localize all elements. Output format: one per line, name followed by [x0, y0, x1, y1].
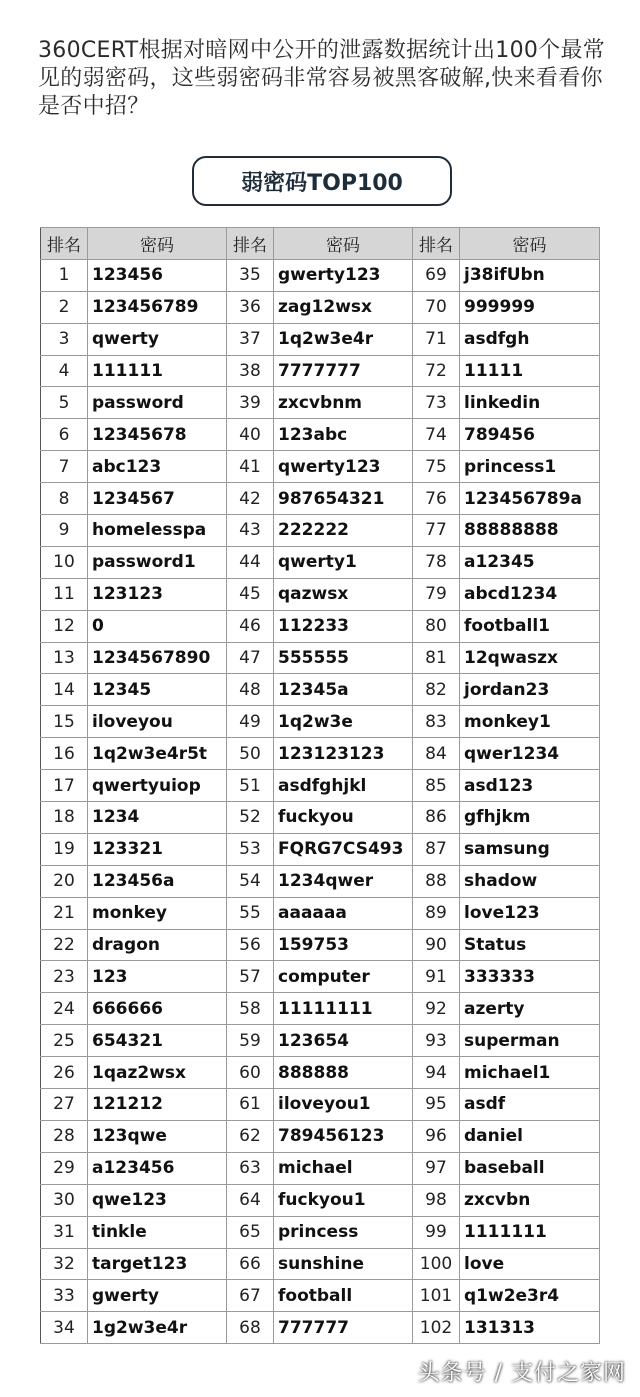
password-cell: password1	[88, 546, 227, 578]
password-cell: 1q2w3e4r5t	[88, 738, 227, 770]
password-cell: iloveyou	[88, 706, 227, 738]
password-cell: tinkle	[88, 1216, 227, 1248]
rank-cell: 22	[41, 929, 88, 961]
table-row	[41, 291, 600, 323]
rank-cell: 78	[413, 546, 460, 578]
table-row	[41, 674, 600, 706]
password-cell: 11111	[460, 355, 600, 387]
rank-cell: 93	[413, 1025, 460, 1057]
rank-cell: 65	[227, 1216, 274, 1248]
password-cell: a123456	[88, 1152, 227, 1184]
password-cell: samsung	[460, 833, 600, 865]
rank-cell: 71	[413, 323, 460, 355]
rank-cell: 48	[227, 674, 274, 706]
rank-cell: 44	[227, 546, 274, 578]
table-row	[41, 1057, 600, 1089]
table-title: 弱密码TOP100	[192, 156, 452, 206]
password-cell: asdfghjkl	[274, 770, 413, 802]
rank-cell: 83	[413, 706, 460, 738]
table-row	[41, 993, 600, 1025]
password-header: 密码	[460, 228, 600, 260]
password-cell: 0	[88, 610, 227, 642]
password-cell: qwerty	[88, 323, 227, 355]
password-cell: 12345	[88, 674, 227, 706]
password-cell: 222222	[274, 515, 413, 547]
rank-cell: 28	[41, 1120, 88, 1152]
rank-cell: 64	[227, 1184, 274, 1216]
password-cell: gwerty123	[274, 259, 413, 291]
password-cell: q1w2e3r4	[460, 1280, 600, 1312]
rank-cell: 96	[413, 1120, 460, 1152]
rank-cell: 99	[413, 1216, 460, 1248]
table-row	[41, 610, 600, 642]
rank-cell: 38	[227, 355, 274, 387]
rank-cell: 80	[413, 610, 460, 642]
table-row	[41, 419, 600, 451]
rank-cell: 1	[41, 259, 88, 291]
rank-cell: 73	[413, 387, 460, 419]
rank-cell: 77	[413, 515, 460, 547]
rank-cell: 95	[413, 1089, 460, 1121]
rank-header: 排名	[413, 228, 460, 260]
password-cell: baseball	[460, 1152, 600, 1184]
password-cell: daniel	[460, 1120, 600, 1152]
password-cell: homelesspa	[88, 515, 227, 547]
intro-text: 360CERT根据对暗网中公开的泄露数据统计出100个最常见的弱密码，这些弱密码非常容易被黑客破解,快来看看你是否中招？	[38, 38, 606, 119]
table-row	[41, 323, 600, 355]
password-cell: qwe123	[88, 1184, 227, 1216]
password-cell: asdfgh	[460, 323, 600, 355]
rank-cell: 68	[227, 1312, 274, 1344]
rank-cell: 72	[413, 355, 460, 387]
rank-cell: 12	[41, 610, 88, 642]
rank-cell: 89	[413, 897, 460, 929]
password-cell: fuckyou1	[274, 1184, 413, 1216]
table-row	[41, 929, 600, 961]
password-cell: 888888	[274, 1057, 413, 1089]
rank-cell: 5	[41, 387, 88, 419]
password-header: 密码	[274, 228, 413, 260]
password-cell: 1234567890	[88, 642, 227, 674]
table-row	[41, 1025, 600, 1057]
rank-header: 排名	[41, 228, 88, 260]
password-cell: azerty	[460, 993, 600, 1025]
password-cell: 12345a	[274, 674, 413, 706]
table-row	[41, 515, 600, 547]
password-cell: 789456123	[274, 1120, 413, 1152]
password-cell: 123456789a	[460, 483, 600, 515]
table-row	[41, 1280, 600, 1312]
password-cell: superman	[460, 1025, 600, 1057]
password-cell: 123456a	[88, 865, 227, 897]
password-cell: 999999	[460, 291, 600, 323]
rank-cell: 47	[227, 642, 274, 674]
password-cell: 1qaz2wsx	[88, 1057, 227, 1089]
password-cell: jordan23	[460, 674, 600, 706]
password-cell: 123123	[88, 578, 227, 610]
rank-cell: 18	[41, 802, 88, 834]
password-cell: 1234qwer	[274, 865, 413, 897]
table-row	[41, 1152, 600, 1184]
table-row	[41, 1312, 600, 1344]
password-cell: sunshine	[274, 1248, 413, 1280]
rank-cell: 19	[41, 833, 88, 865]
rank-cell: 91	[413, 961, 460, 993]
password-cell: FQRG7CS493	[274, 833, 413, 865]
rank-cell: 29	[41, 1152, 88, 1184]
password-cell: football	[274, 1280, 413, 1312]
password-cell: qwer1234	[460, 738, 600, 770]
rank-cell: 15	[41, 706, 88, 738]
rank-cell: 55	[227, 897, 274, 929]
rank-cell: 51	[227, 770, 274, 802]
table-row	[41, 1216, 600, 1248]
password-cell: zxcvbn	[460, 1184, 600, 1216]
rank-cell: 3	[41, 323, 88, 355]
rank-cell: 58	[227, 993, 274, 1025]
rank-cell: 7	[41, 451, 88, 483]
rank-cell: 100	[413, 1248, 460, 1280]
table-row	[41, 897, 600, 929]
rank-cell: 86	[413, 802, 460, 834]
rank-cell: 57	[227, 961, 274, 993]
rank-cell: 88	[413, 865, 460, 897]
rank-cell: 79	[413, 578, 460, 610]
password-cell: 121212	[88, 1089, 227, 1121]
password-cell: 123456	[88, 259, 227, 291]
password-cell: abc123	[88, 451, 227, 483]
rank-cell: 97	[413, 1152, 460, 1184]
password-cell: target123	[88, 1248, 227, 1280]
table-row	[41, 451, 600, 483]
password-cell: 333333	[460, 961, 600, 993]
rank-cell: 74	[413, 419, 460, 451]
rank-header: 排名	[227, 228, 274, 260]
rank-cell: 39	[227, 387, 274, 419]
rank-cell: 23	[41, 961, 88, 993]
password-cell: 666666	[88, 993, 227, 1025]
rank-cell: 49	[227, 706, 274, 738]
rank-cell: 69	[413, 259, 460, 291]
password-cell: 12345678	[88, 419, 227, 451]
password-cell: 131313	[460, 1312, 600, 1344]
rank-cell: 32	[41, 1248, 88, 1280]
password-cell: computer	[274, 961, 413, 993]
password-cell: monkey	[88, 897, 227, 929]
rank-cell: 59	[227, 1025, 274, 1057]
rank-cell: 17	[41, 770, 88, 802]
rank-cell: 98	[413, 1184, 460, 1216]
password-cell: 1234	[88, 802, 227, 834]
password-cell: 159753	[274, 929, 413, 961]
password-cell: linkedin	[460, 387, 600, 419]
password-cell: 112233	[274, 610, 413, 642]
password-cell: zag12wsx	[274, 291, 413, 323]
rank-cell: 54	[227, 865, 274, 897]
table-row	[41, 259, 600, 291]
rank-cell: 42	[227, 483, 274, 515]
password-cell: fuckyou	[274, 802, 413, 834]
rank-cell: 50	[227, 738, 274, 770]
password-cell: gwerty	[88, 1280, 227, 1312]
weak-password-table	[40, 227, 600, 1344]
table-row	[41, 738, 600, 770]
password-cell: qwertyuiop	[88, 770, 227, 802]
password-cell: 1234567	[88, 483, 227, 515]
password-cell: 789456	[460, 419, 600, 451]
password-cell: 987654321	[274, 483, 413, 515]
password-cell: 1111111	[460, 1216, 600, 1248]
table-row	[41, 961, 600, 993]
rank-cell: 27	[41, 1089, 88, 1121]
table-row	[41, 802, 600, 834]
rank-cell: 33	[41, 1280, 88, 1312]
rank-cell: 92	[413, 993, 460, 1025]
password-cell: 123abc	[274, 419, 413, 451]
password-cell: michael1	[460, 1057, 600, 1089]
rank-cell: 35	[227, 259, 274, 291]
password-cell: 654321	[88, 1025, 227, 1057]
table-row	[41, 1248, 600, 1280]
table-row	[41, 1089, 600, 1121]
table-row	[41, 706, 600, 738]
rank-cell: 81	[413, 642, 460, 674]
password-cell: 1g2w3e4r	[88, 1312, 227, 1344]
rank-cell: 8	[41, 483, 88, 515]
rank-cell: 94	[413, 1057, 460, 1089]
rank-cell: 11	[41, 578, 88, 610]
table-row	[41, 642, 600, 674]
rank-cell: 85	[413, 770, 460, 802]
rank-cell: 46	[227, 610, 274, 642]
rank-cell: 60	[227, 1057, 274, 1089]
password-cell: 12qwaszx	[460, 642, 600, 674]
password-cell: 1q2w3e	[274, 706, 413, 738]
password-cell: 123	[88, 961, 227, 993]
rank-cell: 43	[227, 515, 274, 547]
password-cell: qwerty123	[274, 451, 413, 483]
password-cell: aaaaaa	[274, 897, 413, 929]
password-cell: 111111	[88, 355, 227, 387]
password-cell: abcd1234	[460, 578, 600, 610]
table-row	[41, 833, 600, 865]
rank-cell: 84	[413, 738, 460, 770]
table-row	[41, 546, 600, 578]
rank-cell: 82	[413, 674, 460, 706]
table-row	[41, 483, 600, 515]
rank-cell: 40	[227, 419, 274, 451]
password-cell: love	[460, 1248, 600, 1280]
password-cell: 777777	[274, 1312, 413, 1344]
rank-cell: 53	[227, 833, 274, 865]
rank-cell: 6	[41, 419, 88, 451]
rank-cell: 34	[41, 1312, 88, 1344]
rank-cell: 63	[227, 1152, 274, 1184]
rank-cell: 52	[227, 802, 274, 834]
rank-cell: 61	[227, 1089, 274, 1121]
rank-cell: 37	[227, 323, 274, 355]
rank-cell: 16	[41, 738, 88, 770]
table-row	[41, 355, 600, 387]
rank-cell: 24	[41, 993, 88, 1025]
password-cell: 88888888	[460, 515, 600, 547]
table-row	[41, 387, 600, 419]
rank-cell: 90	[413, 929, 460, 961]
rank-cell: 30	[41, 1184, 88, 1216]
rank-cell: 25	[41, 1025, 88, 1057]
password-cell: qwerty1	[274, 546, 413, 578]
password-cell: dragon	[88, 929, 227, 961]
password-cell: Status	[460, 929, 600, 961]
password-cell: j38ifUbn	[460, 259, 600, 291]
table-row	[41, 578, 600, 610]
password-cell: 123123123	[274, 738, 413, 770]
password-cell: michael	[274, 1152, 413, 1184]
table-header-row	[41, 228, 600, 260]
password-cell: iloveyou1	[274, 1089, 413, 1121]
rank-cell: 20	[41, 865, 88, 897]
rank-cell: 76	[413, 483, 460, 515]
rank-cell: 4	[41, 355, 88, 387]
password-cell: asd123	[460, 770, 600, 802]
table-row	[41, 1184, 600, 1216]
rank-cell: 75	[413, 451, 460, 483]
password-cell: asdf	[460, 1089, 600, 1121]
password-cell: 11111111	[274, 993, 413, 1025]
rank-cell: 66	[227, 1248, 274, 1280]
rank-cell: 102	[413, 1312, 460, 1344]
password-cell: 123qwe	[88, 1120, 227, 1152]
rank-cell: 101	[413, 1280, 460, 1312]
password-cell: zxcvbnm	[274, 387, 413, 419]
rank-cell: 67	[227, 1280, 274, 1312]
rank-cell: 87	[413, 833, 460, 865]
password-cell: love123	[460, 897, 600, 929]
password-cell: 123654	[274, 1025, 413, 1057]
rank-cell: 26	[41, 1057, 88, 1089]
rank-cell: 62	[227, 1120, 274, 1152]
password-cell: shadow	[460, 865, 600, 897]
rank-cell: 36	[227, 291, 274, 323]
rank-cell: 9	[41, 515, 88, 547]
password-header: 密码	[88, 228, 227, 260]
password-cell: gfhjkm	[460, 802, 600, 834]
table-row	[41, 1120, 600, 1152]
password-cell: qazwsx	[274, 578, 413, 610]
rank-cell: 70	[413, 291, 460, 323]
password-cell: 555555	[274, 642, 413, 674]
password-cell: monkey1	[460, 706, 600, 738]
rank-cell: 45	[227, 578, 274, 610]
table-row	[41, 770, 600, 802]
rank-cell: 41	[227, 451, 274, 483]
password-cell: football1	[460, 610, 600, 642]
password-cell: 123456789	[88, 291, 227, 323]
password-cell: princess1	[460, 451, 600, 483]
password-cell: password	[88, 387, 227, 419]
password-cell: 1q2w3e4r	[274, 323, 413, 355]
rank-cell: 2	[41, 291, 88, 323]
rank-cell: 13	[41, 642, 88, 674]
password-cell: 7777777	[274, 355, 413, 387]
password-cell: 123321	[88, 833, 227, 865]
password-cell: a12345	[460, 546, 600, 578]
rank-cell: 10	[41, 546, 88, 578]
rank-cell: 21	[41, 897, 88, 929]
rank-cell: 31	[41, 1216, 88, 1248]
table-row	[41, 865, 600, 897]
rank-cell: 56	[227, 929, 274, 961]
password-cell: princess	[274, 1216, 413, 1248]
watermark: 头条号 / 支付之家网	[417, 1361, 626, 1386]
rank-cell: 14	[41, 674, 88, 706]
